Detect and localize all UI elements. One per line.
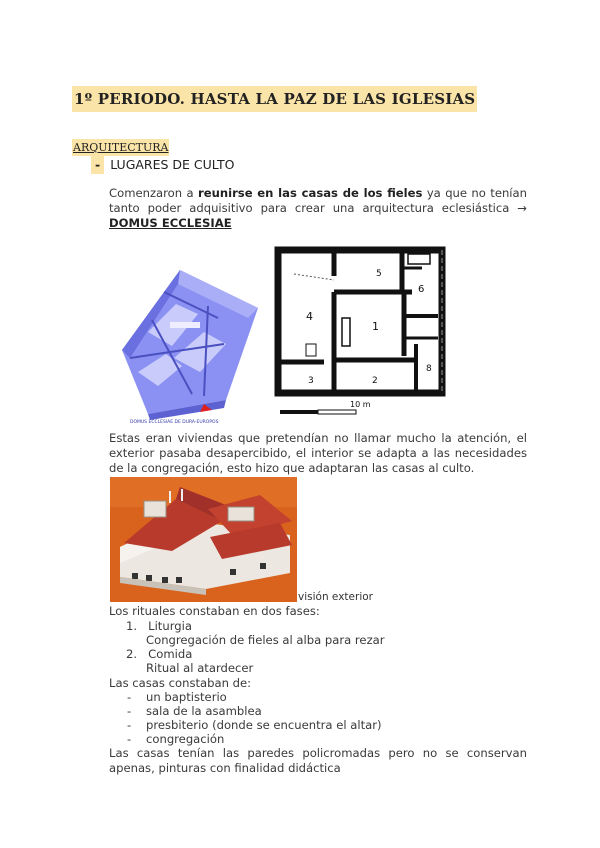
intro-text-1: Comenzaron a — [109, 186, 199, 200]
list-number: 1. — [126, 619, 138, 633]
room-2-label: 2 — [372, 376, 378, 386]
room-5-label: 5 — [376, 269, 382, 279]
exterior-house-image — [110, 477, 297, 602]
dash-marker: - — [127, 718, 132, 732]
dash-marker: - — [127, 690, 132, 704]
list-item: congregación — [146, 732, 225, 746]
scale-label: 10 m — [350, 400, 371, 409]
exterior-caption: visión exterior — [298, 591, 373, 603]
room-4-label: 4 — [306, 310, 313, 323]
list-item — [126, 619, 192, 634]
list-item — [126, 647, 192, 662]
list-desc: Ritual al atardecer — [146, 661, 254, 675]
intro-bold: reunirse en las casas de los fieles — [198, 186, 423, 200]
intro-text-2: ya que no tenían tanto poder adquisitivo para crear una arquitectura eclesiástica — [109, 186, 527, 215]
list-number: 2. — [126, 647, 138, 661]
intro-paragraph — [109, 186, 527, 231]
model-caption: DOMUS ECCLESIAE DE DURA-EUROPOS — [130, 420, 219, 425]
list-item: presbiterio (donde se encuentra el altar) — [146, 718, 382, 732]
dash-marker: - — [127, 732, 132, 746]
room-1-label: 1 — [372, 320, 379, 333]
room-3-label: 3 — [308, 376, 314, 386]
domus-ecclesiae-term: DOMUS ECCLESIAE — [109, 216, 232, 230]
list-desc: Congregación de fieles al alba para rezar — [146, 633, 385, 647]
list-title: Liturgia — [148, 619, 192, 633]
bullet-heading — [91, 156, 235, 174]
dash-marker: - — [127, 704, 132, 718]
viviendas-paragraph: Estas eran viviendas que pretendían no llamar mucho la atención, el exterior pasaba desapercibido, el interior se adapta a las necesidades de la congregación, esto hizo que adaptaran las casas al culto. — [109, 431, 527, 475]
list-title: Comida — [148, 647, 193, 661]
room-6-label: 6 — [418, 284, 425, 295]
bullet-marker: - — [91, 156, 104, 174]
list-item: un baptisterio — [146, 690, 227, 704]
casas-heading: Las casas constaban de: — [109, 676, 252, 690]
rituals-heading: Los rituales constaban en dos fases: — [109, 604, 320, 618]
arrow-icon: → — [517, 201, 527, 215]
bullet-label: LUGARES DE CULTO — [110, 157, 235, 172]
section-heading: ARQUITECTURA — [73, 141, 169, 154]
list-item: sala de la asamblea — [146, 704, 262, 718]
room-8-label: 8 — [426, 364, 432, 374]
closing-paragraph: Las casas tenían las paredes policromadas pero no se conservan apenas, pinturas con finalidad didáctica — [109, 746, 527, 775]
page-title: 1º PERIODO. HASTA LA PAZ DE LAS IGLESIAS — [72, 86, 477, 112]
domus-model-image — [108, 262, 268, 430]
floor-plan-image — [272, 244, 454, 416]
